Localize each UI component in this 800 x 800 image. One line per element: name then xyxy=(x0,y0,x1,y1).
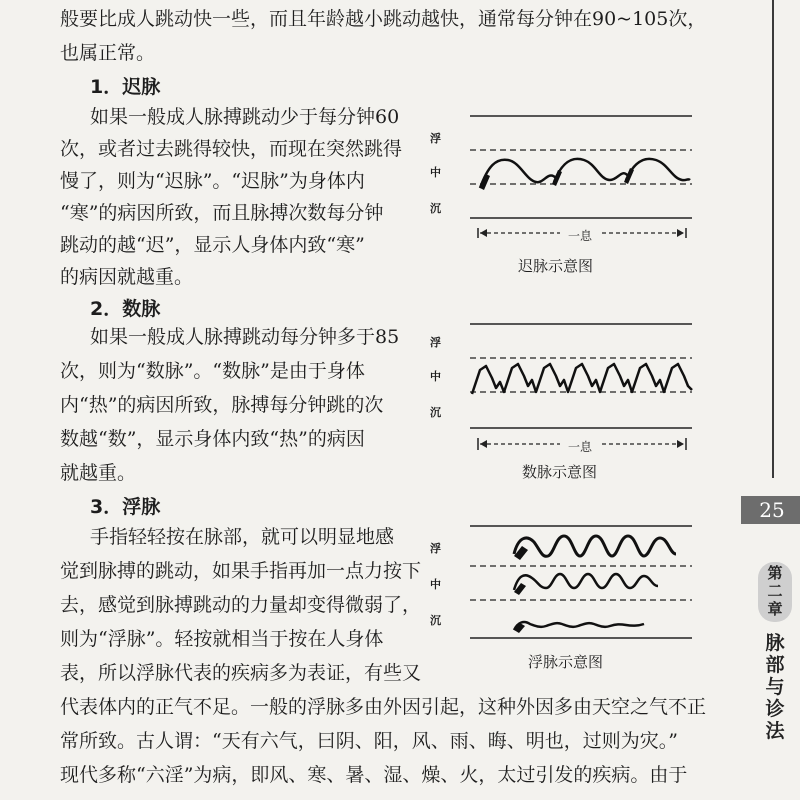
span-label-one-breath: 一息 xyxy=(568,440,593,454)
text-line-5: 次，或者过去跳得较快，而现在突然跳得 xyxy=(60,138,403,160)
text-line-4: 如果一般成人脉搏跳动少于每分钟60 xyxy=(90,106,400,128)
text-line-9: 的病因就越重。 xyxy=(60,266,194,288)
figure-caption: 数脉示意图 xyxy=(522,463,598,481)
level-label-middle: 中 xyxy=(430,578,441,591)
text-line-14: 数越“数”，显示身体内致“热”的病因 xyxy=(60,428,365,450)
text-line-17: 手指轻轻按在脉部，就可以明显地感 xyxy=(90,526,395,548)
text-line-6: 慢了，则为“迟脉”。“迟脉”为身体内 xyxy=(60,170,365,192)
level-label-deep: 沉 xyxy=(430,614,441,627)
side-title-char: 脉 xyxy=(765,632,785,654)
level-label-float: 浮 xyxy=(430,336,441,349)
side-title-char: 诊 xyxy=(765,698,785,720)
text-line-12: 次，则为“数脉”。“数脉”是由于身体 xyxy=(60,360,365,382)
slow-pulse-diagram xyxy=(430,110,700,240)
side-title-char: 法 xyxy=(765,720,785,742)
text-line-7: “寒”的病因所致，而且脉搏次数每分钟 xyxy=(60,202,384,224)
page-number: 25 xyxy=(741,496,800,524)
side-title-char: 部 xyxy=(765,654,785,676)
level-label-deep: 沉 xyxy=(430,406,441,419)
level-label-float: 浮 xyxy=(430,132,441,145)
text-line-8: 跳动的越“迟”，显示人身体内致“寒” xyxy=(60,234,365,256)
figure-rapid-pulse xyxy=(430,318,700,488)
level-label-deep: 沉 xyxy=(430,202,441,215)
figure-caption: 迟脉示意图 xyxy=(518,257,594,275)
level-label-middle: 中 xyxy=(430,370,441,383)
section-heading-shuomai: 2．数脉 xyxy=(90,298,161,320)
chapter-char: 二 xyxy=(767,582,783,600)
text-line-15: 就越重。 xyxy=(60,462,137,484)
figure-caption: 浮脉示意图 xyxy=(528,653,604,671)
side-title-char: 与 xyxy=(765,676,785,698)
margin-rule xyxy=(772,0,774,478)
rapid-pulse-diagram xyxy=(430,318,700,453)
section-heading-fumai: 3．浮脉 xyxy=(90,496,161,518)
figure-slow-pulse xyxy=(430,110,700,280)
chapter-char: 章 xyxy=(767,600,783,618)
text-line-2: 也属正常。 xyxy=(60,42,156,64)
chapter-char: 第 xyxy=(767,564,783,582)
text-line-11: 如果一般成人脉搏跳动每分钟多于85 xyxy=(90,326,400,348)
text-line-18: 觉到脉搏的跳动，如果手指再加一点力按下 xyxy=(60,560,422,582)
text-line-24: 现代多称“六淫”为病，即风、寒、暑、湿、燥、火，太过引发的疾病。由于 xyxy=(60,764,688,786)
figure-floating-pulse xyxy=(430,520,700,680)
text-line-23: 常所致。古人谓：“天有六气，曰阴、阳，风、雨、晦、明也，过则为灾。” xyxy=(60,730,678,752)
span-label-one-breath: 一息 xyxy=(568,229,593,243)
level-label-middle: 中 xyxy=(430,166,441,179)
text-line-22: 代表体内的正气不足。一般的浮脉多由外因引起，这种外因多由天空之气不正 xyxy=(60,696,707,718)
section-heading-chimai: 1．迟脉 xyxy=(90,76,161,98)
floating-pulse-diagram xyxy=(430,520,700,645)
text-line-13: 内“热”的病因所致，脉搏每分钟跳的次 xyxy=(60,394,384,416)
chapter-tab xyxy=(758,562,792,622)
text-line-21: 表，所以浮脉代表的疾病多为表证，有些又 xyxy=(60,662,422,684)
text-line-19: 去，感觉到脉搏跳动的力量却变得微弱了， xyxy=(60,594,422,616)
text-line-1: 般要比成人跳动快一些，而且年龄越小跳动越快，通常每分钟在90~105次， xyxy=(60,8,707,30)
text-line-20: 则为“浮脉”。轻按就相当于按在人身体 xyxy=(60,628,384,650)
level-label-float: 浮 xyxy=(430,542,441,555)
